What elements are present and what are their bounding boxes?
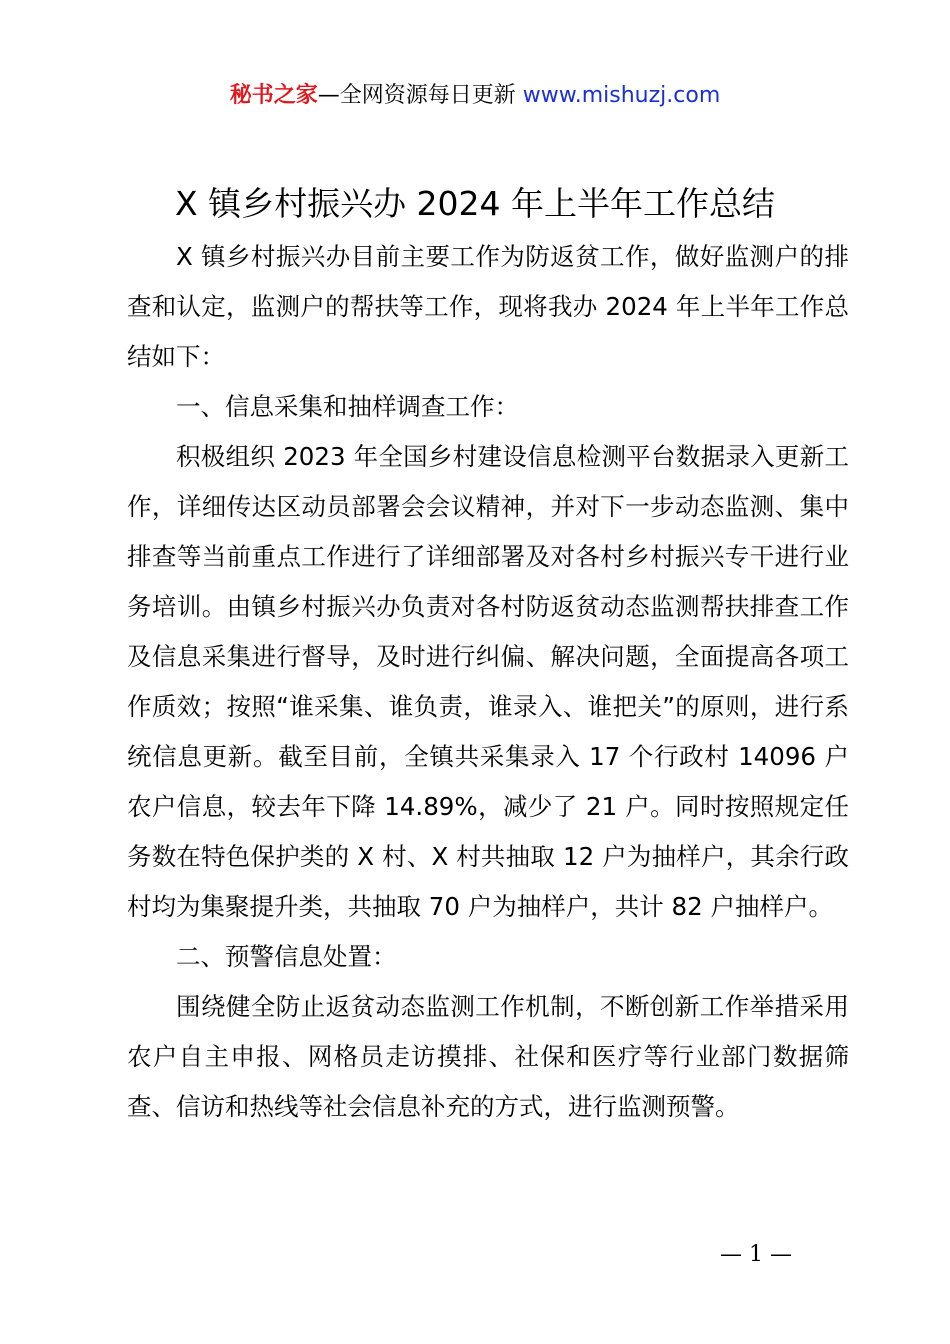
document-title: X 镇乡村振兴办 2024 年上半年工作总结 xyxy=(174,184,776,223)
brand-name: 秘书之家 xyxy=(229,83,318,108)
intro-paragraph: X 镇乡村振兴办目前主要工作为防返贫工作，做好监测户的排查和认定，监测户的帮扶等工作，现将我办 2024 年上半年工作总结如下： xyxy=(127,242,849,371)
header-tagline: —全网资源每日更新 xyxy=(317,83,516,108)
section-2-paragraph: 围绕健全防止返贫动态监测工作机制，不断创新工作举措采用农户自主申报、网格员走访摸排、社保和医疗等行业部门数据筛查、信访和热线等社会信息补充的方式，进行监测预警。 xyxy=(127,992,849,1121)
site-url-link[interactable]: www.mishuzj.com xyxy=(522,83,721,108)
site-header xyxy=(0,80,950,112)
section-1-paragraph: 积极组织 2023 年全国乡村建设信息检测平台数据录入更新工作，详细传达区动员部署会会议精神，并对下一步动态监测、集中排查等当前重点工作进行了详细部署及对各村乡村振兴专干进行业务培训。由镇乡村振兴办负责对各村防返贫动态监测帮扶排查工作及信息采集进行督导，及时进行纠偏、解决问题，全面提高各项工作质效；按照“谁采集、谁负责，谁录入、谁把关”的原则，进行系统信息更新。截至目前，全镇共采集录入 17 个行政村 14096 户农户信息，较去年下降 14.89%，减少了 21 户。同时按照规定任务数在特色保护类的 X 村、X 村共抽取 12 户为抽样户，其余行政村均为集聚提升类，共抽取 70 户为抽样户，共计 82 户抽样户。 xyxy=(127,442,849,921)
section-heading-2: 二、预警信息处置： xyxy=(176,942,397,971)
page-number: — 1 — xyxy=(720,1242,792,1267)
section-heading-1: 一、信息采集和抽样调查工作： xyxy=(176,392,519,421)
document-body xyxy=(127,232,849,1132)
